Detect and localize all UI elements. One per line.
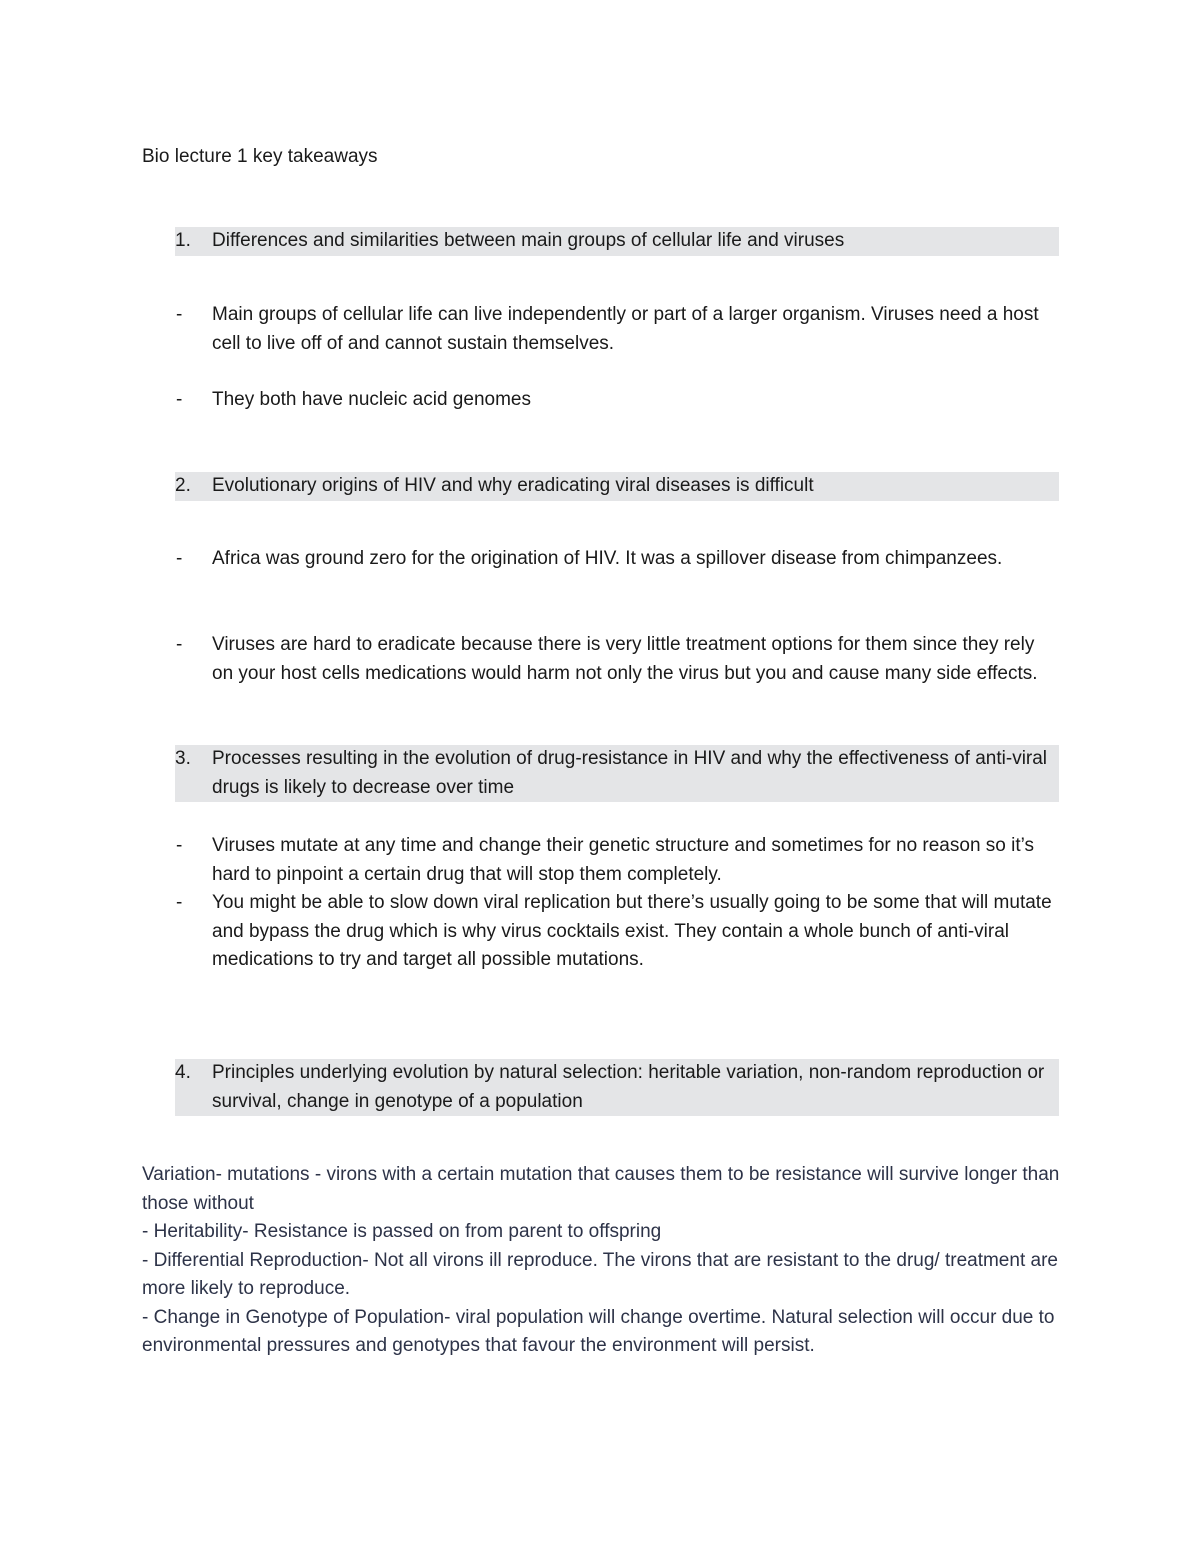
list-item-text: Viruses mutate at any time and change their genetic structure and sometimes for no reason so it’s hard to pinpoint a certain drug that will stop them completely. [212,835,1035,885]
answer-line: - Heritability- Resistance is passed on from parent to offspring [142,1221,662,1242]
list-item [176,889,1056,975]
list-item-text: Africa was ground zero for the origination of HIV. It was a spillover disease from chimpanzees. [212,548,1003,569]
list-item [176,301,1056,358]
list-item-text: Viruses are hard to eradicate because there is very little treatment options for them since they rely on your host cells medications would harm not only the virus but you and cause many side effects. [212,634,1038,684]
section-number: 3. [175,748,191,769]
dash-marker: - [176,304,183,325]
list-item [176,832,1056,889]
section-3-heading [175,745,1059,802]
answer-block [142,1161,1064,1361]
list-item [176,386,1056,415]
section-heading-text: Evolutionary origins of HIV and why eradicating viral diseases is difficult [212,475,814,496]
answer-line: Variation- mutations - virons with a certain mutation that causes them to be resistance will survive longer than those without [142,1164,1060,1214]
answer-line: - Differential Reproduction- Not all virons ill reproduce. The virons that are resistant to the drug/ treatment are more likely to reproduce. [142,1249,1058,1299]
list-item-text: You might be able to slow down viral replication but there’s usually going to be some that will mutate and bypass the drug which is why virus cocktails exist. They contain a whole bunch of anti-viral medications to try and target all possible mutations. [212,892,1052,970]
section-4-heading [175,1059,1059,1116]
dash-marker: - [176,634,183,655]
section-heading-text: Processes resulting in the evolution of drug-resistance in HIV and why the effectiveness of anti-viral drugs is likely to decrease over time [212,748,1048,798]
section-2-heading [175,472,1059,501]
section-1-heading [175,227,1059,256]
section-number: 1. [175,230,191,251]
answer-line: - Change in Genotype of Population- viral population will change overtime. Natural selection will occur due to environmental pressures and genotypes that favour the environment will persist. [142,1306,1055,1356]
section-number: 4. [175,1062,191,1083]
dash-marker: - [176,892,183,913]
section-heading-text: Differences and similarities between main groups of cellular life and viruses [212,230,845,251]
dash-marker: - [176,548,183,569]
section-number: 2. [175,475,191,496]
dash-marker: - [176,389,183,410]
list-item [176,545,1056,574]
document-title: Bio lecture 1 key takeaways [142,146,378,167]
list-item-text: Main groups of cellular life can live independently or part of a larger organism. Viruses need a host cell to live off of and cannot sustain themselves. [212,304,1039,354]
list-item [176,631,1056,688]
list-item-text: They both have nucleic acid genomes [212,389,531,410]
section-heading-text: Principles underlying evolution by natural selection: heritable variation, non-random reproduction or survival, change in genotype of a population [212,1062,1045,1112]
dash-marker: - [176,835,183,856]
